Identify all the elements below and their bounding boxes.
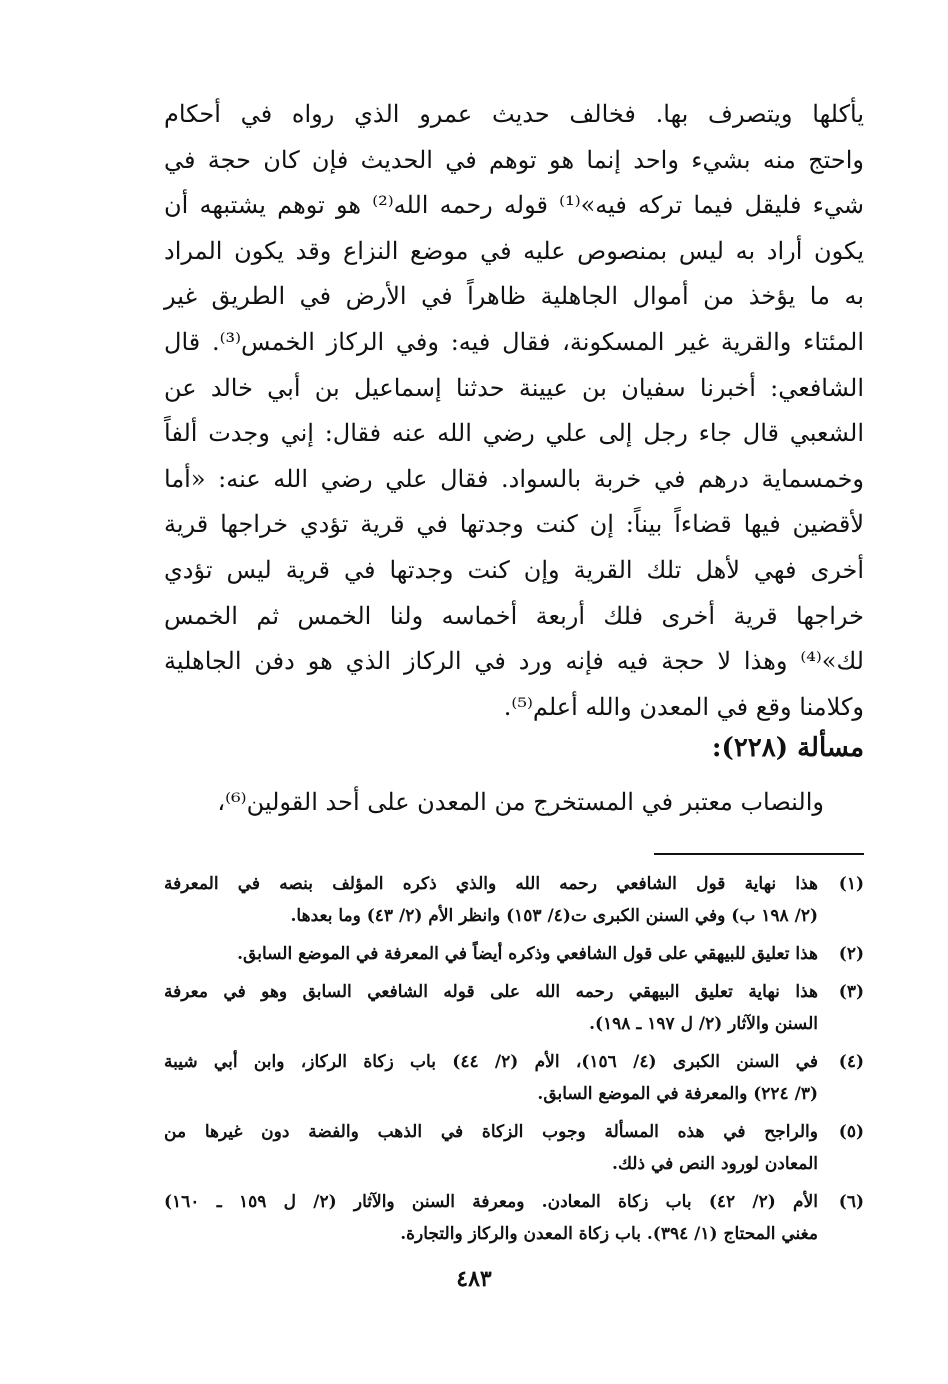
footnote (164, 976, 864, 1040)
footnote-number: (٥) (838, 1122, 864, 1142)
footnote (164, 1116, 864, 1180)
footnote (164, 938, 864, 970)
footnotes (164, 868, 864, 1256)
footnote-line: المعادن لورود النص في ذلك. (612, 1154, 818, 1174)
footnote-number: (٦) (838, 1192, 864, 1212)
text-line: يأكلها ويتصرف بها. فخالف حديث عمرو الذي رواه في أحكام (164, 100, 864, 128)
text-line: الشافعي: أخبرنا سفيان بن عيينة حدثنا إسماعيل بن أبي خالد عن (164, 373, 864, 402)
text-line: المئتاء والقرية غير المسكونة، فقال فيه: وفي الركاز الخمس⁽³⁾. قال (164, 327, 865, 356)
footnote (164, 1046, 864, 1110)
text-line: أخرى فهي لأهل تلك القرية وإن كنت وجدتها في قرية ليس تؤدي (164, 555, 864, 584)
issue-statement: والنصاب معتبر في المستخرج من المعدن على أحد القولين⁽⁶⁾، (217, 788, 824, 816)
footnote-line: في السنن الكبرى (٤/ ١٥٦)، الأم (٢/ ٤٤) باب زكاة الركاز، وابن أبي شيبة (164, 1052, 818, 1072)
footnote-text (164, 868, 818, 932)
footnote-number: (٣) (838, 982, 864, 1002)
footnote-line: السنن والآثار (٢/ ل ١٩٧ ـ ١٩٨). (589, 1014, 818, 1034)
footnote-separator (654, 853, 864, 855)
footnote-text (164, 1186, 818, 1250)
text-line: شيء فليقل فيما تركه فيه»⁽¹⁾ قوله رحمه الله⁽²⁾ هو توهم يشتبهه أن (164, 191, 865, 220)
footnote-text (164, 1116, 818, 1180)
footnote-number: (١) (838, 874, 864, 894)
page-number: ٤٨٣ (456, 1266, 492, 1292)
footnote-line: (٢/ ١٩٨ ب) وفي السنن الكبرى ت(٤/ ١٥٣) وانظر الأم (٢/ ٤٣) وما بعدها. (290, 906, 818, 926)
text-line: لأقضين فيها قضاءاً بيناً: إن كنت وجدتها في قرية تؤدي خراجها قرية (164, 510, 865, 539)
text-line: لك»⁽⁴⁾ وهذا لا حجة فيه فإنه ورد في الركاز الذي هو دفن الجاهلية (164, 647, 864, 676)
footnote-line: هذا نهاية قول الشافعي رحمه الله والذي ذكره المؤلف بنصه في المعرفة (164, 874, 818, 894)
footnote-line: الأم (٢/ ٤٢) باب زكاة المعادن. ومعرفة السنن والآثار (٢/ ل ١٥٩ ـ ١٦٠) (164, 1192, 818, 1212)
issue-heading: مسألة (٢٢٨): (711, 733, 864, 763)
footnote-line: هذا نهاية تعليق البيهقي رحمه الله على قوله الشافعي السابق وهو في معرفة (164, 982, 818, 1002)
footnote (164, 1186, 864, 1250)
footnote-number: (٢) (838, 944, 864, 964)
footnote-text (164, 976, 818, 1040)
text-line: واحتج منه بشيء واحد إنما هو توهم في الحديث فإن كان حجة في (164, 145, 864, 174)
text-line: يكون أراد به ليس بمنصوص عليه في موضع النزاع وقد يكون المراد (164, 236, 864, 265)
text-line: به ما يؤخذ من أموال الجاهلية ظاهراً في الأرض في الطريق غير (164, 282, 865, 311)
text-line: وخمسماية درهم في خربة بالسواد. فقال علي رضي الله عنه: «أما (164, 464, 864, 493)
text-line: وكلامنا وقع في المعدن والله أعلم⁽⁵⁾. (503, 692, 864, 721)
main-text-block (164, 92, 864, 730)
text-line: الشعبي قال جاء رجل إلى علي رضي الله عنه فقال: إني وجدت ألفاً (164, 419, 864, 448)
text-line: خراجها قرية أخرى فلك أربعة أخماسه ولنا الخمس ثم الخمس (164, 601, 864, 630)
footnote (164, 868, 864, 932)
footnote-line: مغني المحتاج (١/ ٣٩٤). باب زكاة المعدن والركاز والتجارة. (400, 1224, 818, 1244)
footnote-text (164, 1046, 818, 1110)
footnote-line: (٣/ ٢٢٤) والمعرفة في الموضع السابق. (537, 1084, 818, 1104)
footnote-number: (٤) (838, 1052, 864, 1072)
footnote-line: هذا تعليق للبيهقي على قول الشافعي وذكره أيضاً في المعرفة في الموضع السابق. (237, 944, 818, 964)
footnote-line: والراجح في هذه المسألة وجوب الزكاة في الذهب والفضة دون غيرها من (164, 1122, 818, 1142)
footnote-text (164, 938, 818, 970)
